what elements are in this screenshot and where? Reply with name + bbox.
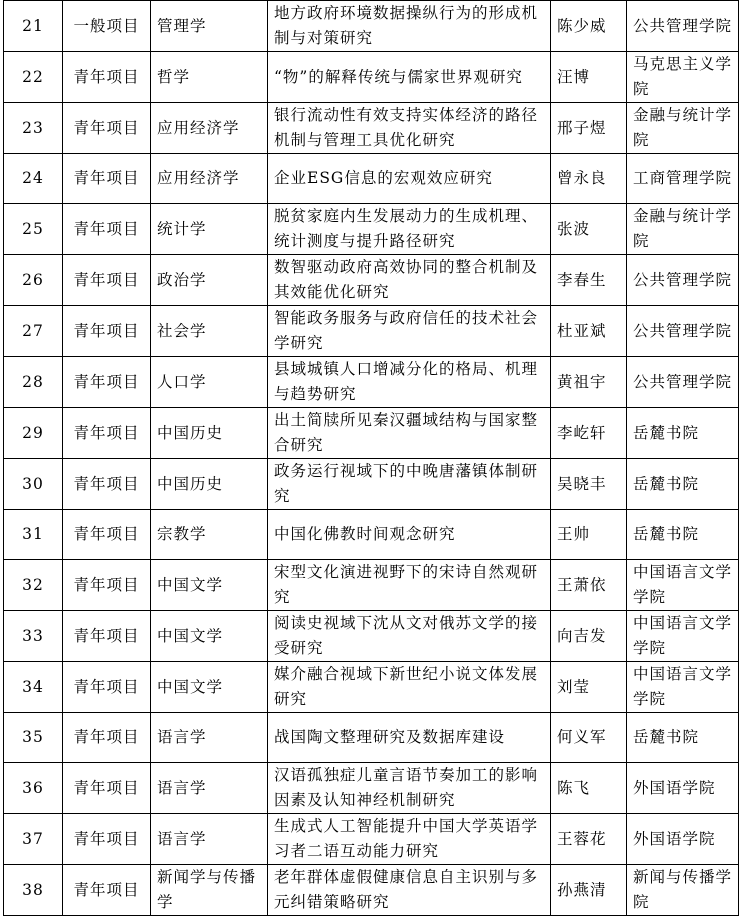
- project-title-cell: 数智驱动政府高效协同的整合机制及其效能优化研究: [268, 255, 551, 306]
- project-table: [3, 0, 739, 916]
- project-title-cell: 企业ESG信息的宏观效应研究: [268, 154, 551, 204]
- table-row: [4, 662, 739, 713]
- project-title-cell: 战国陶文整理研究及数据库建设: [268, 713, 551, 763]
- unit-cell: 外国语学院: [627, 763, 739, 814]
- unit-cell: 岳麓书院: [627, 408, 739, 459]
- project-type-cell: 青年项目: [63, 560, 151, 611]
- principal-name-cell: 曾永良: [551, 154, 627, 204]
- project-type-cell: 青年项目: [63, 611, 151, 662]
- principal-name-cell: 刘莹: [551, 662, 627, 713]
- discipline-cell: 语言学: [151, 763, 268, 814]
- unit-cell: 公共管理学院: [627, 357, 739, 408]
- discipline-cell: 中国历史: [151, 408, 268, 459]
- project-type-cell: 青年项目: [63, 52, 151, 103]
- unit-cell: 公共管理学院: [627, 1, 739, 52]
- table-row: [4, 204, 739, 255]
- unit-cell: 马克思主义学院: [627, 52, 739, 103]
- row-number-cell: 34: [4, 662, 63, 713]
- row-number-cell: 22: [4, 52, 63, 103]
- project-title-cell: 汉语孤独症儿童言语节奏加工的影响因素及认知神经机制研究: [268, 763, 551, 814]
- unit-cell: 工商管理学院: [627, 154, 739, 204]
- row-number-cell: 36: [4, 763, 63, 814]
- principal-name-cell: 黄祖宇: [551, 357, 627, 408]
- table-row: [4, 713, 739, 763]
- principal-name-cell: 李屹轩: [551, 408, 627, 459]
- discipline-cell: 统计学: [151, 204, 268, 255]
- table-row: [4, 154, 739, 204]
- unit-cell: 金融与统计学院: [627, 204, 739, 255]
- principal-name-cell: 王帅: [551, 510, 627, 560]
- principal-name-cell: 张波: [551, 204, 627, 255]
- row-number-cell: 21: [4, 1, 63, 52]
- discipline-cell: 管理学: [151, 1, 268, 52]
- row-number-cell: 28: [4, 357, 63, 408]
- unit-cell: 岳麓书院: [627, 510, 739, 560]
- discipline-cell: 应用经济学: [151, 154, 268, 204]
- table-row: [4, 306, 739, 357]
- project-type-cell: 青年项目: [63, 713, 151, 763]
- table-row: [4, 1, 739, 52]
- project-title-cell: 银行流动性有效支持实体经济的路径机制与管理工具优化研究: [268, 103, 551, 154]
- row-number-cell: 37: [4, 814, 63, 865]
- principal-name-cell: 孙燕清: [551, 865, 627, 916]
- discipline-cell: 宗教学: [151, 510, 268, 560]
- project-title-cell: 出土简牍所见秦汉疆域结构与国家整合研究: [268, 408, 551, 459]
- unit-cell: 公共管理学院: [627, 255, 739, 306]
- unit-cell: 金融与统计学院: [627, 103, 739, 154]
- table-row: [4, 103, 739, 154]
- table-row: [4, 763, 739, 814]
- discipline-cell: 新闻学与传播学: [151, 865, 268, 916]
- project-type-cell: 青年项目: [63, 103, 151, 154]
- unit-cell: 新闻与传播学院: [627, 865, 739, 916]
- project-title-cell: “物”的解释传统与儒家世界观研究: [268, 52, 551, 103]
- table-row: [4, 357, 739, 408]
- principal-name-cell: 吴晓丰: [551, 459, 627, 510]
- principal-name-cell: 王萧依: [551, 560, 627, 611]
- project-title-cell: 中国化佛教时间观念研究: [268, 510, 551, 560]
- project-title-cell: 政务运行视域下的中晚唐藩镇体制研究: [268, 459, 551, 510]
- project-title-cell: 智能政务服务与政府信任的技术社会学研究: [268, 306, 551, 357]
- project-title-cell: 老年群体虚假健康信息自主识别与多元纠错策略研究: [268, 865, 551, 916]
- project-type-cell: 青年项目: [63, 510, 151, 560]
- discipline-cell: 社会学: [151, 306, 268, 357]
- row-number-cell: 32: [4, 560, 63, 611]
- table-row: [4, 408, 739, 459]
- discipline-cell: 中国文学: [151, 662, 268, 713]
- project-type-cell: 青年项目: [63, 255, 151, 306]
- project-type-cell: 青年项目: [63, 763, 151, 814]
- table-row: [4, 814, 739, 865]
- discipline-cell: 中国文学: [151, 560, 268, 611]
- unit-cell: 中国语言文学学院: [627, 662, 739, 713]
- row-number-cell: 31: [4, 510, 63, 560]
- discipline-cell: 语言学: [151, 713, 268, 763]
- row-number-cell: 25: [4, 204, 63, 255]
- discipline-cell: 语言学: [151, 814, 268, 865]
- project-type-cell: 青年项目: [63, 408, 151, 459]
- row-number-cell: 29: [4, 408, 63, 459]
- unit-cell: 外国语学院: [627, 814, 739, 865]
- row-number-cell: 27: [4, 306, 63, 357]
- discipline-cell: 中国文学: [151, 611, 268, 662]
- project-title-cell: 生成式人工智能提升中国大学英语学习者二语互动能力研究: [268, 814, 551, 865]
- project-type-cell: 一般项目: [63, 1, 151, 52]
- principal-name-cell: 何义军: [551, 713, 627, 763]
- principal-name-cell: 邢子煜: [551, 103, 627, 154]
- discipline-cell: 人口学: [151, 357, 268, 408]
- discipline-cell: 中国历史: [151, 459, 268, 510]
- project-table-body: [4, 1, 739, 916]
- row-number-cell: 33: [4, 611, 63, 662]
- row-number-cell: 35: [4, 713, 63, 763]
- table-row: [4, 865, 739, 916]
- discipline-cell: 政治学: [151, 255, 268, 306]
- principal-name-cell: 汪博: [551, 52, 627, 103]
- project-type-cell: 青年项目: [63, 814, 151, 865]
- principal-name-cell: 杜亚斌: [551, 306, 627, 357]
- principal-name-cell: 李春生: [551, 255, 627, 306]
- project-title-cell: 脱贫家庭内生发展动力的生成机理、统计测度与提升路径研究: [268, 204, 551, 255]
- project-title-cell: 媒介融合视域下新世纪小说文体发展研究: [268, 662, 551, 713]
- principal-name-cell: 向吉发: [551, 611, 627, 662]
- project-type-cell: 青年项目: [63, 204, 151, 255]
- project-title-cell: 县域城镇人口增减分化的格局、机理与趋势研究: [268, 357, 551, 408]
- unit-cell: 岳麓书院: [627, 713, 739, 763]
- principal-name-cell: 陈少威: [551, 1, 627, 52]
- unit-cell: 中国语言文学学院: [627, 560, 739, 611]
- project-type-cell: 青年项目: [63, 662, 151, 713]
- table-row: [4, 560, 739, 611]
- principal-name-cell: 陈飞: [551, 763, 627, 814]
- table-row: [4, 510, 739, 560]
- table-row: [4, 255, 739, 306]
- row-number-cell: 23: [4, 103, 63, 154]
- project-type-cell: 青年项目: [63, 459, 151, 510]
- row-number-cell: 38: [4, 865, 63, 916]
- discipline-cell: 应用经济学: [151, 103, 268, 154]
- project-title-cell: 阅读史视域下沈从文对俄苏文学的接受研究: [268, 611, 551, 662]
- row-number-cell: 30: [4, 459, 63, 510]
- unit-cell: 公共管理学院: [627, 306, 739, 357]
- table-row: [4, 459, 739, 510]
- table-row: [4, 52, 739, 103]
- row-number-cell: 26: [4, 255, 63, 306]
- table-row: [4, 611, 739, 662]
- project-type-cell: 青年项目: [63, 154, 151, 204]
- project-type-cell: 青年项目: [63, 357, 151, 408]
- project-title-cell: 宋型文化演进视野下的宋诗自然观研究: [268, 560, 551, 611]
- unit-cell: 岳麓书院: [627, 459, 739, 510]
- row-number-cell: 24: [4, 154, 63, 204]
- project-type-cell: 青年项目: [63, 306, 151, 357]
- principal-name-cell: 王蓉花: [551, 814, 627, 865]
- project-title-cell: 地方政府环境数据操纵行为的形成机制与对策研究: [268, 1, 551, 52]
- unit-cell: 中国语言文学学院: [627, 611, 739, 662]
- discipline-cell: 哲学: [151, 52, 268, 103]
- project-type-cell: 青年项目: [63, 865, 151, 916]
